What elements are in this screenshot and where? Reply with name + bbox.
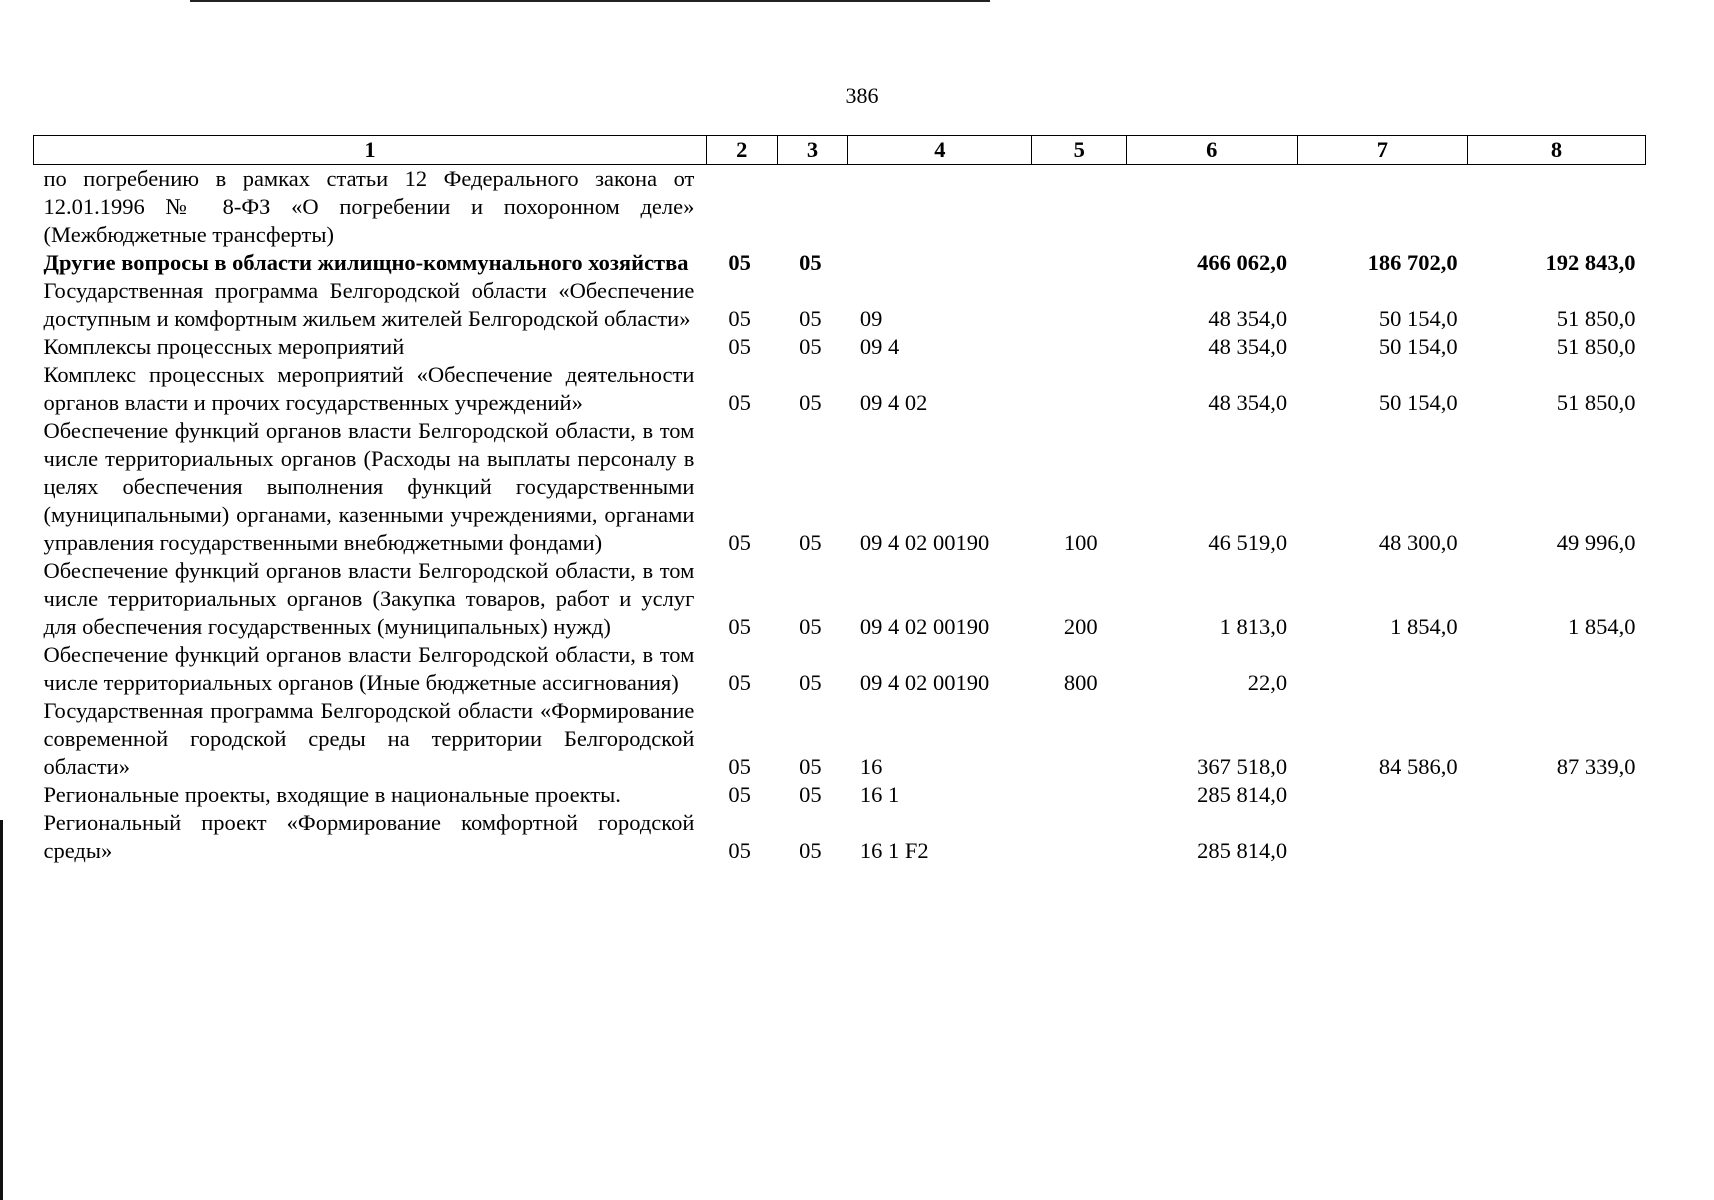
table-row: [34, 557, 1646, 641]
subsection-code: 05: [799, 614, 822, 639]
table-row: [34, 641, 1646, 697]
row-name: Обеспечение функций органов власти Белгородской области, в том числе территориальных органов (Закупка товаров, работ и услуг для обеспечения государственных (муниципальных) нужд): [43, 558, 695, 639]
column-header: 7: [1297, 136, 1468, 165]
table-row: [34, 249, 1646, 277]
table-row: [34, 781, 1646, 809]
amount-col6: [1127, 165, 1298, 250]
section-code: 05: [728, 782, 751, 807]
row-name: Региональные проекты, входящие в национальные проекты.: [43, 782, 621, 807]
row-name: Обеспечение функций органов власти Белгородской области, в том числе территориальных органов (Иные бюджетные ассигнования): [43, 642, 695, 695]
target-article-code: 09 4 02 00190: [859, 670, 990, 695]
expense-type-code: [1032, 697, 1127, 781]
amount-col6: 285 814,0: [1197, 782, 1288, 807]
amount-col7: 1 854,0: [1390, 614, 1458, 639]
page-number: 386: [845, 83, 879, 108]
amount-col6: 46 519,0: [1208, 530, 1288, 555]
table-row: [34, 361, 1646, 417]
target-article-code: 09 4 02 00190: [859, 530, 990, 555]
target-article-code: 09: [859, 306, 883, 331]
amount-col6: 466 062,0: [1197, 250, 1288, 275]
section-code: 05: [728, 306, 751, 331]
column-header: 4: [848, 136, 1032, 165]
amount-col6: 48 354,0: [1208, 390, 1288, 415]
scan-artifact-line: [190, 0, 990, 2]
column-header: 1: [34, 136, 707, 165]
row-name: Государственная программа Белгородской области «Обеспечение доступным и комфортным жильем жителей Белгородской области»: [43, 278, 695, 331]
amount-col6: 367 518,0: [1197, 754, 1288, 779]
amount-col8: [1468, 165, 1646, 250]
amount-col7: 50 154,0: [1378, 306, 1458, 331]
budget-table: [33, 135, 1646, 865]
amount-col7: [1297, 809, 1468, 865]
section-code: 05: [728, 754, 751, 779]
section-code: 05: [728, 614, 751, 639]
row-name: Региональный проект «Формирование комфортной городской среды»: [43, 810, 695, 863]
subsection-code: 05: [799, 838, 822, 863]
row-name: Обеспечение функций органов власти Белгородской области, в том числе территориальных органов (Расходы на выплаты персоналу в целях обеспечения выполнения функций государственными (муниципальными) органами, казенными учреждениями, органами управления государственными внебюджетными фондами): [43, 418, 695, 555]
subsection-code: 05: [799, 670, 822, 695]
amount-col6: 48 354,0: [1208, 334, 1288, 359]
row-name: по погребению в рамках статьи 12 Федерального закона от 12.01.1996 № 8-ФЗ «О погребении и похоронном деле» (Межбюджетные трансферты): [43, 166, 695, 247]
row-name: Другие вопросы в области жилищно-коммунального хозяйства: [43, 250, 689, 275]
row-name: Комплексы процессных мероприятий: [43, 334, 405, 359]
table-row: [34, 417, 1646, 557]
amount-col8: [1468, 641, 1646, 697]
column-header: 5: [1032, 136, 1127, 165]
amount-col6: 285 814,0: [1197, 838, 1288, 863]
target-article-code: [848, 165, 1032, 250]
amount-col7: 50 154,0: [1378, 390, 1458, 415]
amount-col8: 51 850,0: [1556, 390, 1636, 415]
subsection-code: 05: [799, 754, 822, 779]
amount-col7: [1297, 165, 1468, 250]
subsection-code: 05: [799, 306, 822, 331]
expense-type-code: [1032, 781, 1127, 809]
target-article-code: 16 1 F2: [859, 838, 929, 863]
header-row: [34, 136, 1646, 165]
expense-type-code: 800: [1063, 670, 1098, 695]
row-name: Комплекс процессных мероприятий «Обеспечение деятельности органов власти и прочих государственных учреждений»: [43, 362, 695, 415]
amount-col8: 1 854,0: [1568, 614, 1636, 639]
amount-col8: [1468, 781, 1646, 809]
amount-col6: 1 813,0: [1219, 614, 1288, 639]
target-article-code: 16 1: [859, 782, 900, 807]
column-header: 3: [777, 136, 848, 165]
column-header: 2: [706, 136, 777, 165]
amount-col6: 48 354,0: [1208, 306, 1288, 331]
amount-col8: 87 339,0: [1556, 754, 1636, 779]
expense-type-code: [1032, 249, 1127, 277]
section-code: 05: [728, 530, 751, 555]
amount-col8: 192 843,0: [1545, 250, 1636, 275]
expense-type-code: [1032, 165, 1127, 250]
target-article-code: [848, 249, 1032, 277]
expense-type-code: [1032, 333, 1127, 361]
subsection-code: 05: [799, 530, 822, 555]
table-row: [34, 697, 1646, 781]
amount-col7: 186 702,0: [1367, 250, 1458, 275]
expense-type-code: [1032, 361, 1127, 417]
amount-col8: 51 850,0: [1556, 306, 1636, 331]
target-article-code: 09 4 02 00190: [859, 614, 990, 639]
table-row: [34, 809, 1646, 865]
target-article-code: 09 4: [859, 334, 900, 359]
amount-col7: [1297, 781, 1468, 809]
expense-type-code: 100: [1063, 530, 1098, 555]
scan-artifact-edge: [0, 820, 3, 1200]
expense-type-code: [1032, 809, 1127, 865]
subsection-code: 05: [799, 334, 822, 359]
section-code: 05: [728, 334, 751, 359]
amount-col6: 22,0: [1247, 670, 1288, 695]
expense-type-code: 200: [1063, 614, 1098, 639]
table-row: [34, 333, 1646, 361]
target-article-code: 09 4 02: [859, 390, 928, 415]
subsection-code: [777, 165, 848, 250]
section-code: 05: [728, 670, 751, 695]
column-header: 6: [1127, 136, 1298, 165]
table-row: [34, 165, 1646, 250]
amount-col8: [1468, 809, 1646, 865]
column-header: 8: [1468, 136, 1646, 165]
section-code: 05: [728, 390, 751, 415]
amount-col8: 49 996,0: [1556, 530, 1636, 555]
amount-col7: 84 586,0: [1378, 754, 1458, 779]
section-code: 05: [728, 250, 751, 275]
amount-col7: 50 154,0: [1378, 334, 1458, 359]
subsection-code: 05: [799, 250, 822, 275]
section-code: [706, 165, 777, 250]
subsection-code: 05: [799, 390, 822, 415]
amount-col7: [1297, 641, 1468, 697]
subsection-code: 05: [799, 782, 822, 807]
amount-col8: 51 850,0: [1556, 334, 1636, 359]
row-name: Государственная программа Белгородской области «Формирование современной городской среды на территории Белгородской области»: [43, 698, 695, 779]
table-row: [34, 277, 1646, 333]
table-body: [34, 165, 1646, 866]
target-article-code: 16: [859, 754, 883, 779]
amount-col7: 48 300,0: [1378, 530, 1458, 555]
section-code: 05: [728, 838, 751, 863]
expense-type-code: [1032, 277, 1127, 333]
